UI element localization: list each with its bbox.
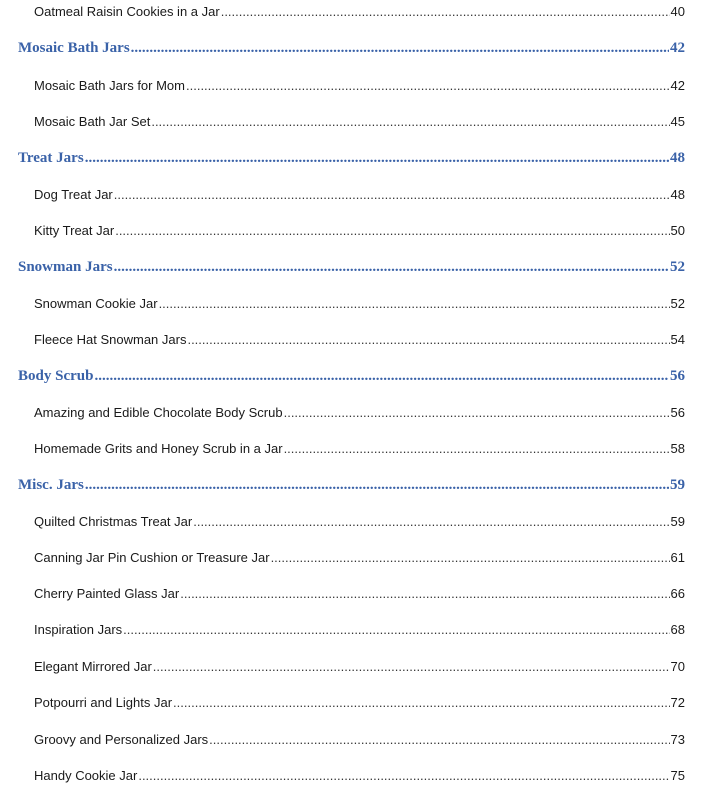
toc-entry-page: 50: [670, 223, 685, 238]
toc-entry[interactable]: [34, 441, 685, 456]
dot-leader: [159, 296, 670, 311]
dot-leader: [180, 586, 669, 601]
toc-entry[interactable]: [34, 4, 685, 19]
dot-leader: [138, 768, 669, 783]
toc-entry-page: 59: [670, 514, 685, 529]
toc-section-title: Mosaic Bath Jars: [18, 40, 130, 56]
toc-entry[interactable]: [34, 332, 685, 347]
dot-leader: [131, 40, 669, 57]
toc-section-heading[interactable]: [18, 368, 685, 385]
toc-entry[interactable]: [34, 187, 685, 202]
dot-leader: [284, 441, 670, 456]
dot-leader: [186, 78, 670, 93]
toc-entry-title: Quilted Christmas Treat Jar: [34, 514, 193, 529]
toc-entry-page: 52: [670, 296, 685, 311]
toc-entry-page: 73: [670, 732, 685, 747]
toc-section-page: 56: [670, 368, 685, 384]
toc-entry-page: 56: [670, 405, 685, 420]
toc-entry-title: Inspiration Jars: [34, 622, 123, 637]
dot-leader: [85, 477, 669, 494]
dot-leader: [193, 514, 669, 529]
toc-entry-page: 70: [670, 659, 685, 674]
toc-entry-title: Kitty Treat Jar: [34, 223, 115, 238]
toc-entry[interactable]: [34, 732, 685, 747]
toc-entry-title: Fleece Hat Snowman Jars: [34, 332, 187, 347]
toc-entry[interactable]: [34, 586, 685, 601]
toc-entry-title: Snowman Cookie Jar: [34, 296, 158, 311]
dot-leader: [151, 114, 669, 129]
dot-leader: [173, 695, 670, 710]
toc-section-title: Treat Jars: [18, 150, 84, 166]
toc-entry[interactable]: [34, 695, 685, 710]
toc-entry-page: 45: [670, 114, 685, 129]
toc-entry-page: 75: [670, 768, 685, 783]
toc-entry-title: Groovy and Personalized Jars: [34, 732, 209, 747]
toc-section-title: Misc. Jars: [18, 477, 84, 493]
toc-section-title: Body Scrub: [18, 368, 94, 384]
toc-entry-page: 68: [670, 622, 685, 637]
toc-entry-title: Dog Treat Jar: [34, 187, 113, 202]
toc-section-heading[interactable]: [18, 477, 685, 494]
toc-entry[interactable]: [34, 659, 685, 674]
toc-entry-title: Cherry Painted Glass Jar: [34, 586, 180, 601]
toc-entry[interactable]: [34, 78, 685, 93]
dot-leader: [85, 150, 669, 167]
dot-leader: [187, 332, 669, 347]
toc-entry-title: Mosaic Bath Jar Set: [34, 114, 151, 129]
toc-entry[interactable]: [34, 550, 685, 565]
toc-section-page: 42: [670, 40, 685, 56]
toc-entry-page: 54: [670, 332, 685, 347]
dot-leader: [114, 259, 669, 276]
toc-entry-title: Homemade Grits and Honey Scrub in a Jar: [34, 441, 283, 456]
toc-section-heading[interactable]: [18, 150, 685, 167]
toc-entry[interactable]: [34, 296, 685, 311]
toc-section-heading[interactable]: [18, 40, 685, 57]
dot-leader: [221, 4, 670, 19]
dot-leader: [153, 659, 670, 674]
toc-entry-title: Mosaic Bath Jars for Mom: [34, 78, 185, 93]
toc-section-title: Snowman Jars: [18, 259, 113, 275]
dot-leader: [284, 405, 670, 420]
toc-section-page: 52: [670, 259, 685, 275]
dot-leader: [123, 622, 669, 637]
toc-entry-title: Oatmeal Raisin Cookies in a Jar: [34, 4, 220, 19]
toc-entry-page: 58: [670, 441, 685, 456]
toc-entry-page: 42: [670, 78, 685, 93]
dot-leader: [94, 368, 669, 385]
toc-entry-title: Elegant Mirrored Jar: [34, 659, 152, 674]
toc-entry-page: 48: [670, 187, 685, 202]
toc-entry-title: Canning Jar Pin Cushion or Treasure Jar: [34, 550, 270, 565]
toc-entry-title: Amazing and Edible Chocolate Body Scrub: [34, 405, 283, 420]
toc-entry[interactable]: [34, 405, 685, 420]
dot-leader: [209, 732, 669, 747]
toc-entry-page: 66: [670, 586, 685, 601]
dot-leader: [114, 187, 670, 202]
toc-entry-page: 72: [670, 695, 685, 710]
toc-entry[interactable]: [34, 768, 685, 783]
toc-entry[interactable]: [34, 114, 685, 129]
toc-section-heading[interactable]: [18, 259, 685, 276]
toc-section-page: 59: [670, 477, 685, 493]
toc-entry[interactable]: [34, 223, 685, 238]
toc-entry-title: Handy Cookie Jar: [34, 768, 138, 783]
toc-entry[interactable]: [34, 514, 685, 529]
dot-leader: [115, 223, 669, 238]
toc-entry[interactable]: [34, 622, 685, 637]
toc-entry-page: 40: [670, 4, 685, 19]
toc-entry-page: 61: [670, 550, 685, 565]
toc-entry-title: Potpourri and Lights Jar: [34, 695, 173, 710]
toc-section-page: 48: [670, 150, 685, 166]
dot-leader: [271, 550, 670, 565]
